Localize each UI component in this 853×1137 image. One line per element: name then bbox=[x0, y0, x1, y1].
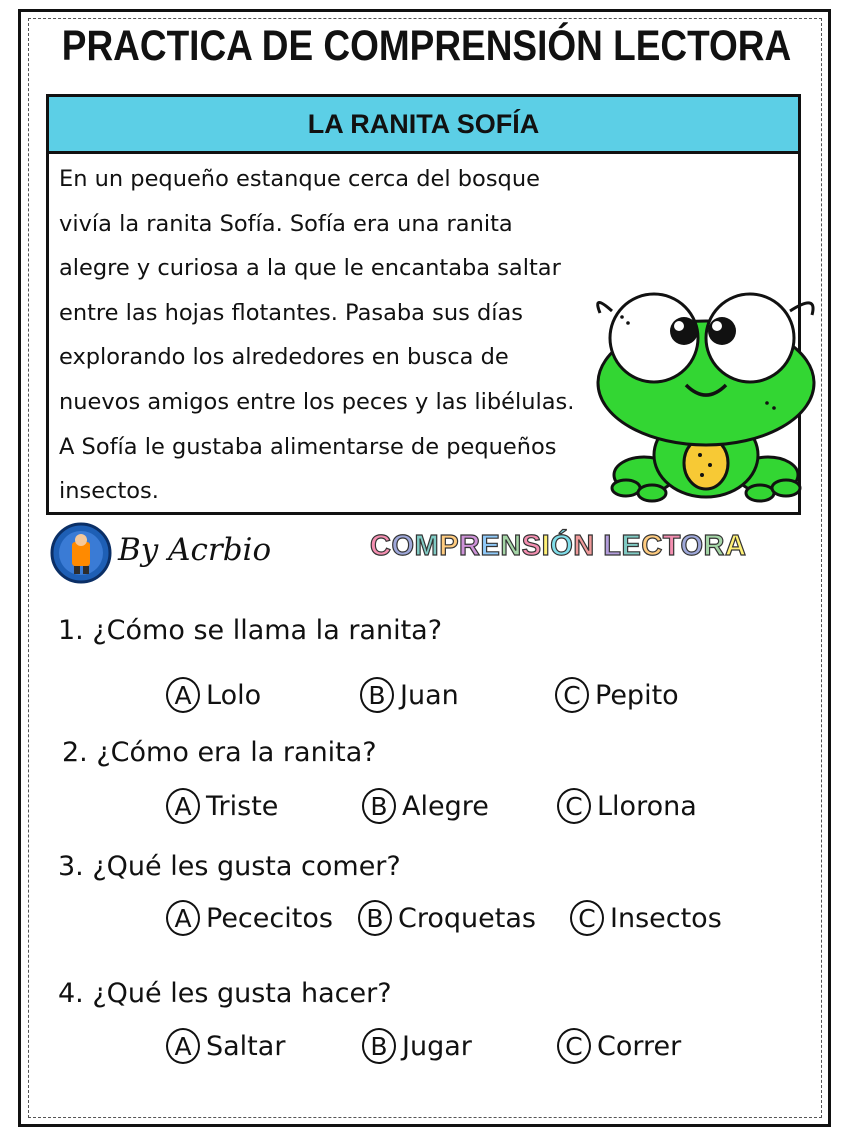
option-letter: C bbox=[570, 900, 604, 936]
option-text: Pececitos bbox=[206, 902, 333, 934]
question: 2. ¿Cómo era la ranita? bbox=[62, 737, 377, 768]
story-line: alegre y curiosa a la que le encantaba saltar bbox=[59, 255, 561, 282]
subtitle-letter: A bbox=[725, 530, 747, 562]
option-letter: A bbox=[166, 1028, 200, 1064]
page-title: PRACTICA DE COMPRENSIÓN LECTORA bbox=[61, 22, 792, 70]
story-line: insectos. bbox=[59, 478, 159, 505]
story-line: vivía la ranita Sofía. Sofía era una ranita bbox=[59, 210, 513, 237]
option-text: Juan bbox=[400, 679, 459, 711]
option-a[interactable] bbox=[166, 1028, 285, 1064]
subtitle-letter: C bbox=[641, 530, 663, 562]
option-text: Jugar bbox=[402, 1030, 472, 1062]
option-letter: C bbox=[555, 677, 589, 713]
subtitle-letter: I bbox=[541, 530, 551, 562]
option-letter: B bbox=[360, 677, 394, 713]
option-letter: B bbox=[362, 1028, 396, 1064]
option-letter: A bbox=[166, 900, 200, 936]
story-line: explorando los alrededores en busca de bbox=[59, 344, 509, 371]
option-letter: B bbox=[358, 900, 392, 936]
frog-illustration bbox=[582, 283, 830, 505]
option-a[interactable] bbox=[166, 788, 278, 824]
option-letter: C bbox=[557, 788, 591, 824]
subtitle-letter bbox=[595, 530, 604, 562]
option-a[interactable] bbox=[166, 900, 333, 936]
option-letter: A bbox=[166, 677, 200, 713]
subtitle-letter: S bbox=[521, 530, 542, 562]
subtitle-letter: M bbox=[414, 530, 440, 562]
option-text: Triste bbox=[206, 790, 279, 822]
option-b[interactable] bbox=[362, 788, 489, 824]
subtitle-letter: T bbox=[662, 530, 681, 562]
option-text: Correr bbox=[597, 1030, 682, 1062]
subtitle-letter: R bbox=[459, 530, 481, 562]
option-b[interactable] bbox=[360, 677, 459, 713]
story-line: A Sofía le gustaba alimentarse de pequeños bbox=[59, 433, 557, 460]
option-text: Alegre bbox=[402, 790, 489, 822]
option-text: Croquetas bbox=[398, 902, 536, 934]
option-letter: A bbox=[166, 788, 200, 824]
subtitle-letter: Ó bbox=[550, 530, 574, 562]
option-b[interactable] bbox=[362, 1028, 472, 1064]
subtitle-letter: R bbox=[703, 530, 725, 562]
option-b[interactable] bbox=[358, 900, 536, 936]
option-a[interactable] bbox=[166, 677, 261, 713]
subtitle-letter: O bbox=[391, 530, 415, 562]
question: 3. ¿Qué les gusta comer? bbox=[58, 851, 401, 882]
option-letter: B bbox=[362, 788, 396, 824]
story-title: LA RANITA SOFÍA bbox=[49, 97, 798, 154]
option-c[interactable] bbox=[570, 900, 722, 936]
story-line: entre las hojas flotantes. Pasaba sus días bbox=[59, 299, 524, 326]
option-c[interactable] bbox=[557, 1028, 681, 1064]
option-text: Lolo bbox=[206, 679, 262, 711]
author-logo bbox=[50, 522, 112, 584]
option-text: Pepito bbox=[595, 679, 679, 711]
question: 4. ¿Qué les gusta hacer? bbox=[58, 978, 392, 1009]
subtitle-letter: E bbox=[480, 530, 501, 562]
option-text: Insectos bbox=[610, 902, 722, 934]
subtitle-letter: O bbox=[680, 530, 704, 562]
author-byline: By Acrbio bbox=[118, 532, 272, 568]
subtitle-letter: E bbox=[621, 530, 642, 562]
option-c[interactable] bbox=[557, 788, 697, 824]
question: 1. ¿Cómo se llama la ranita? bbox=[58, 615, 443, 646]
story-text bbox=[59, 157, 619, 514]
option-letter: C bbox=[557, 1028, 591, 1064]
subtitle-letter: N bbox=[573, 530, 595, 562]
option-text: Llorona bbox=[597, 790, 697, 822]
subtitle-letter: C bbox=[370, 530, 392, 562]
story-line: En un pequeño estanque cerca del bosque bbox=[59, 166, 540, 192]
subtitle-letter: P bbox=[439, 530, 460, 562]
option-c[interactable] bbox=[555, 677, 679, 713]
subtitle-letter: N bbox=[500, 530, 522, 562]
option-text: Saltar bbox=[206, 1030, 286, 1062]
subtitle-letter: L bbox=[603, 530, 622, 562]
subtitle-banner bbox=[370, 530, 746, 563]
story-line: nuevos amigos entre los peces y las libélulas. bbox=[59, 388, 575, 415]
